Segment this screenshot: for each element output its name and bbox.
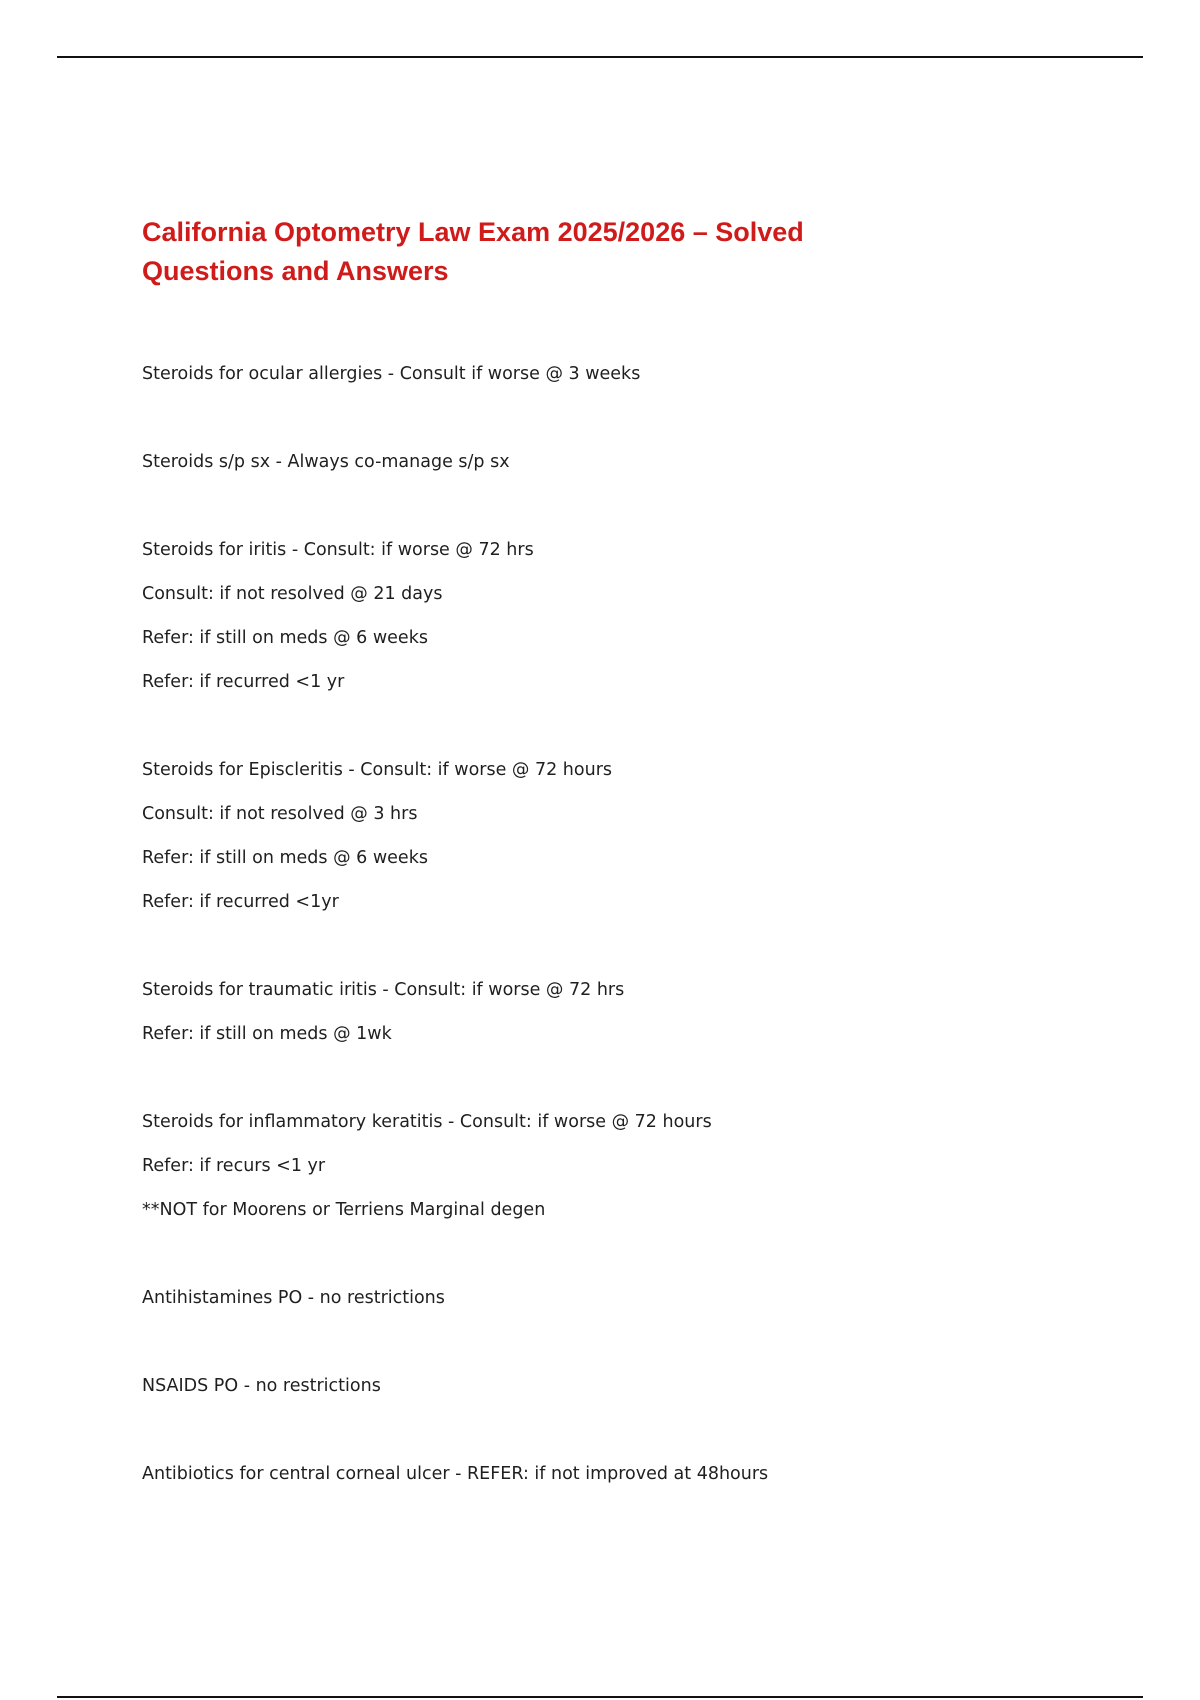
- qa-line: Refer: if recurs <1 yr: [142, 1156, 326, 1176]
- document-title: [142, 213, 962, 291]
- qa-block-antihistamines: [142, 1276, 1122, 1320]
- qa-line: Antihistamines PO - no restrictions: [142, 1288, 445, 1308]
- qa-block-ocular-allergies: [142, 352, 1122, 396]
- qa-line: Refer: if still on meds @ 6 weeks: [142, 628, 428, 648]
- qa-line: Steroids for traumatic iritis - Consult: if worse @ 72 hrs: [142, 980, 625, 1000]
- qa-line: Refer: if still on meds @ 6 weeks: [142, 848, 428, 868]
- qa-line: Consult: if not resolved @ 21 days: [142, 584, 443, 604]
- top-rule: [57, 56, 1143, 58]
- document-body: [142, 352, 1122, 1540]
- qa-line: Steroids for inflammatory keratitis - Consult: if worse @ 72 hours: [142, 1112, 712, 1132]
- qa-line: Refer: if still on meds @ 1wk: [142, 1024, 392, 1044]
- qa-block-traumatic-iritis: [142, 968, 1122, 1056]
- qa-line: Consult: if not resolved @ 3 hrs: [142, 804, 418, 824]
- qa-line: Antibiotics for central corneal ulcer - REFER: if not improved at 48hours: [142, 1464, 769, 1484]
- qa-line: Refer: if recurred <1yr: [142, 892, 339, 912]
- qa-line: Steroids for ocular allergies - Consult if worse @ 3 weeks: [142, 364, 641, 384]
- qa-block-sp-sx: [142, 440, 1122, 484]
- bottom-rule: [57, 1696, 1143, 1698]
- title-line-2: Questions and Answers: [142, 256, 449, 286]
- qa-block-nsaids: [142, 1364, 1122, 1408]
- qa-block-iritis: [142, 528, 1122, 704]
- qa-line: Steroids for Episcleritis - Consult: if worse @ 72 hours: [142, 760, 613, 780]
- qa-line: Steroids for iritis - Consult: if worse @ 72 hrs: [142, 540, 534, 560]
- qa-line: NSAIDS PO - no restrictions: [142, 1376, 381, 1396]
- qa-line: Steroids s/p sx - Always co-manage s/p sx: [142, 452, 510, 472]
- qa-block-inflammatory-keratitis: [142, 1100, 1122, 1232]
- qa-block-antibiotics: [142, 1452, 1122, 1496]
- title-line-1: California Optometry Law Exam 2025/2026 – Solved: [142, 217, 804, 247]
- qa-line: Refer: if recurred <1 yr: [142, 672, 345, 692]
- qa-line: **NOT for Moorens or Terriens Marginal degen: [142, 1200, 546, 1220]
- qa-block-episcleritis: [142, 748, 1122, 924]
